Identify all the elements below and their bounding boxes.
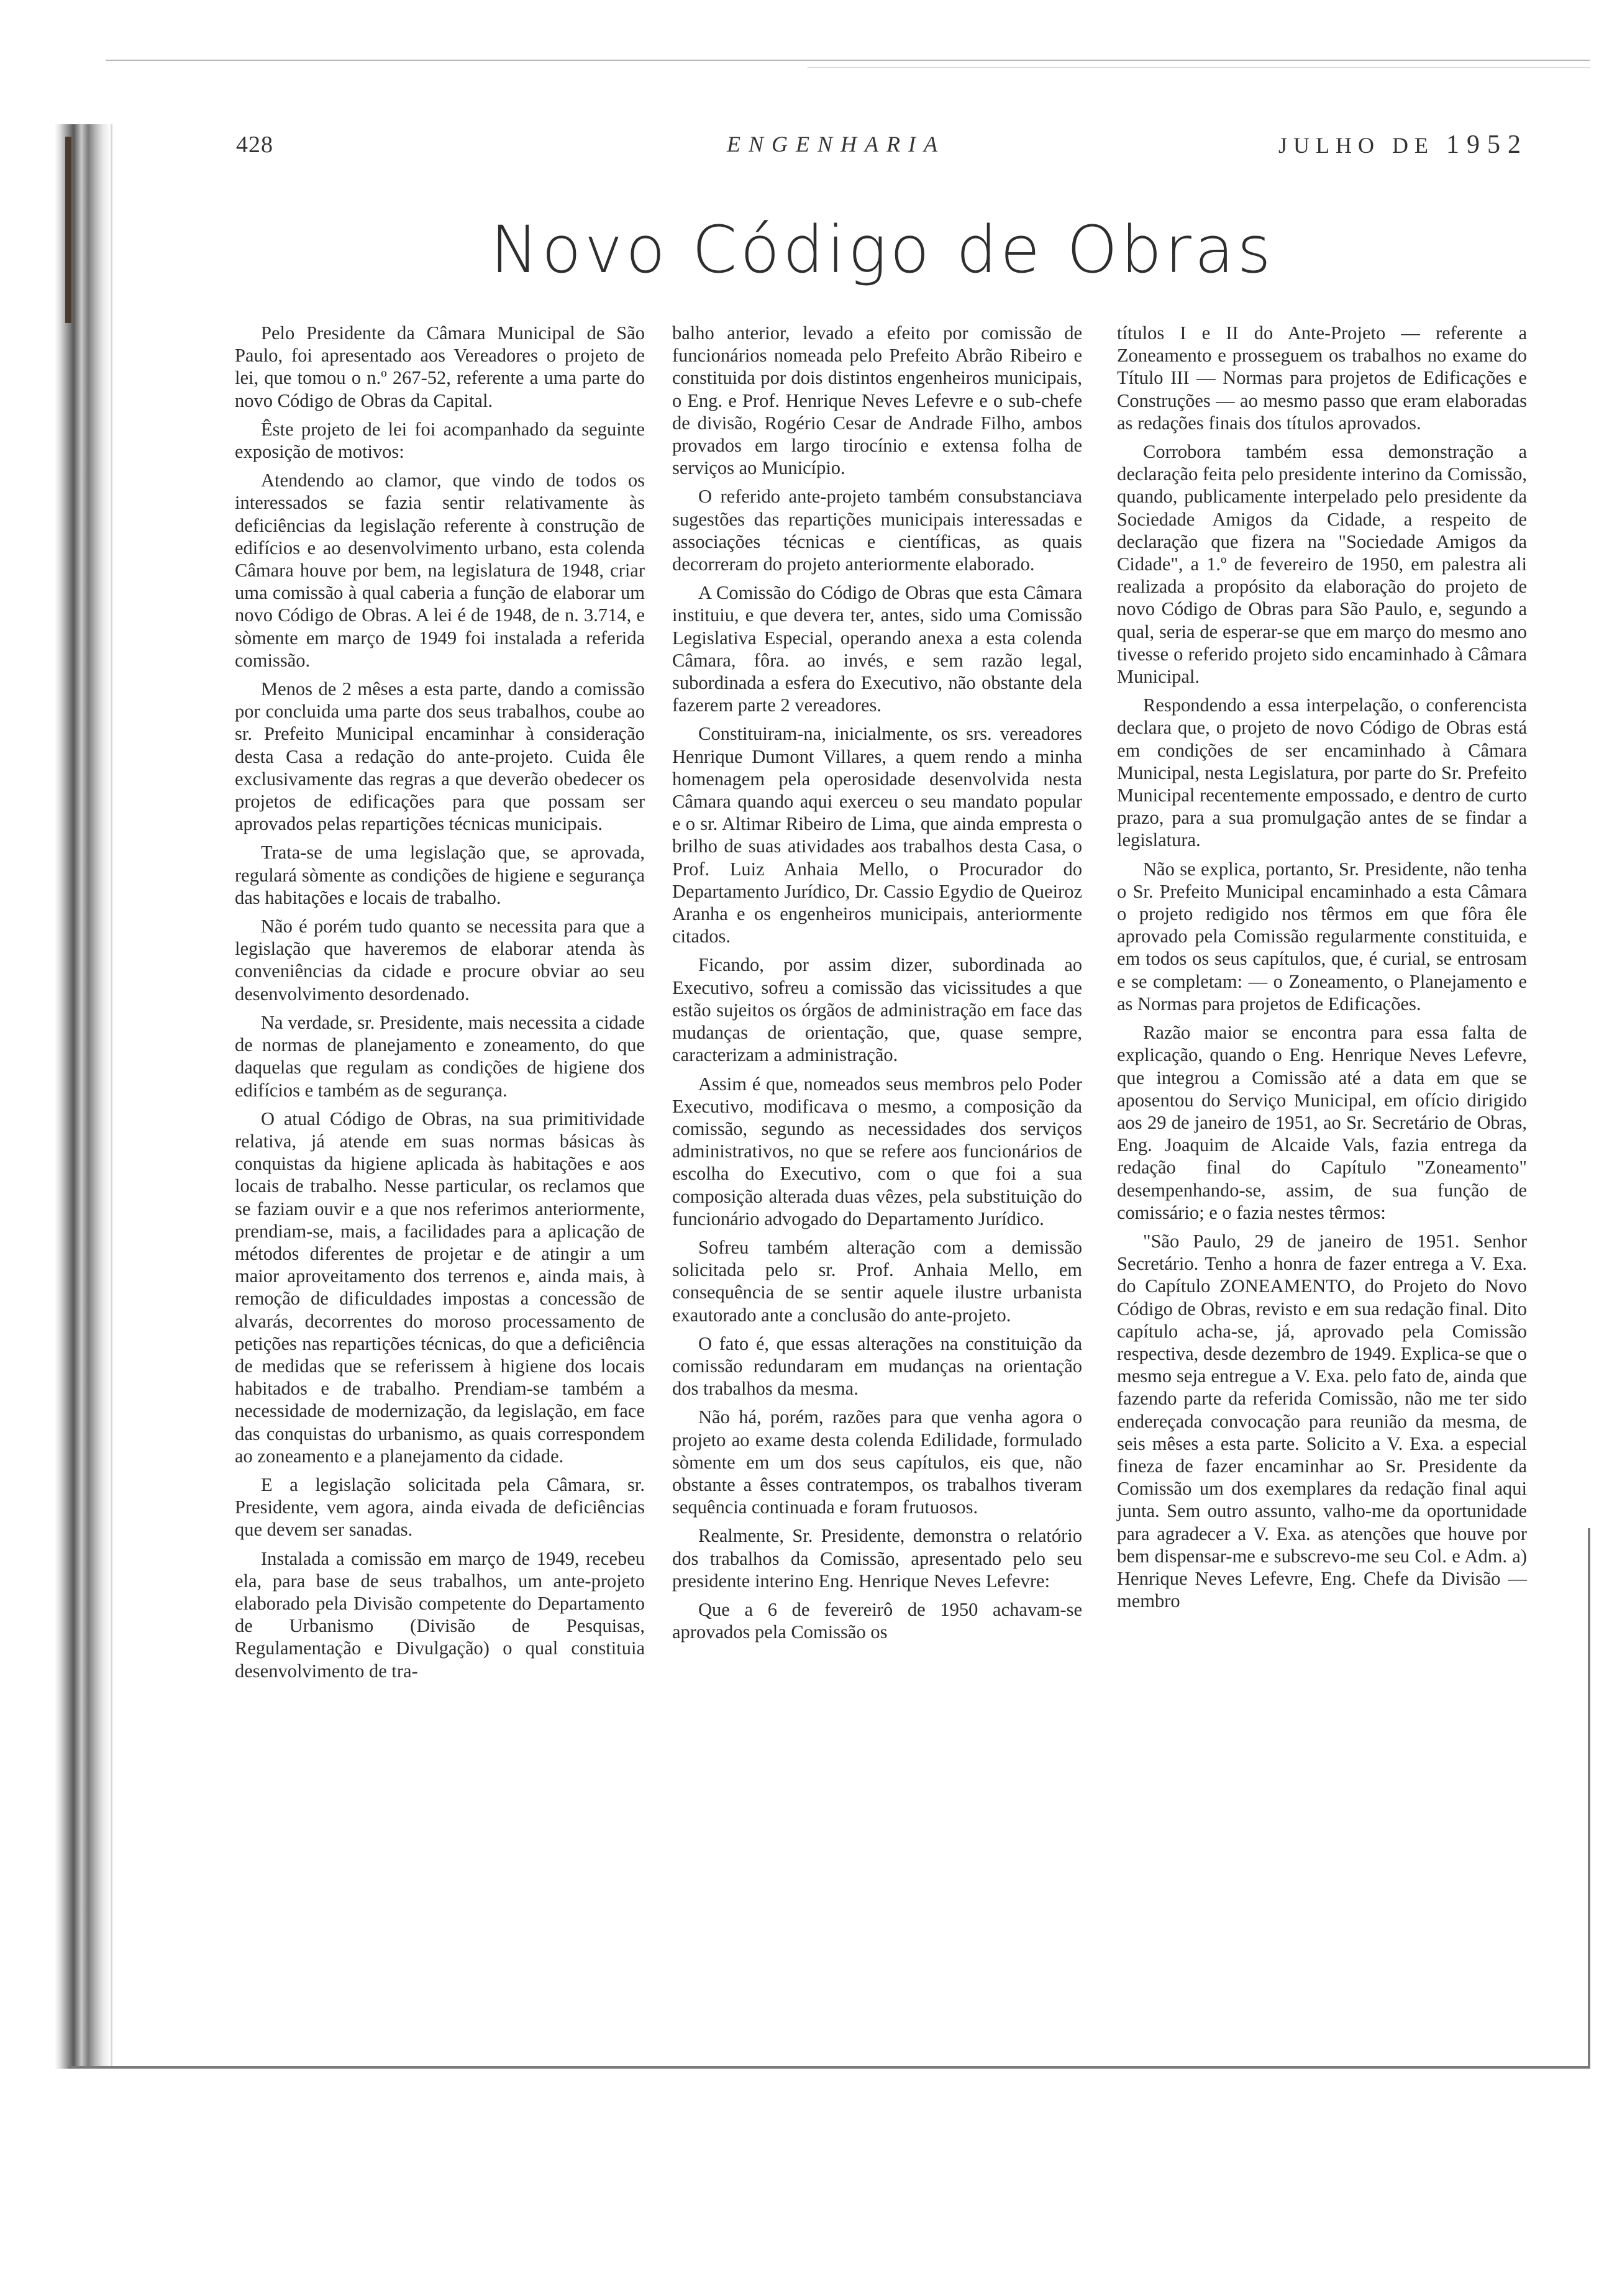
paragraph: Menos de 2 mêses a esta parte, dando a comissão por concluida uma parte dos seus trabalhos, coube ao sr. Prefeito Municipal encaminhar à consideração desta Casa a redação do ante-projeto. Cuida êle exclusivamente das regras a que deverão obedecer os projetos de edificações para que possam ser aprovados pelas repartições técnicas municipais.	[235, 678, 645, 835]
binding-thread	[65, 137, 71, 323]
paragraph: Assim é que, nomeados seus membros pelo Poder Executivo, modificava o mesmo, a composição da comissão, segundo as necessidades dos serviços administrativos, no que se refere aos funcionários de escolha do Executivo, com o que foi a sua composição alterada duas vêzes, pela substituição do funcionário advogado do Departamento Jurídico.	[672, 1073, 1082, 1229]
scan-top-edge	[106, 60, 1590, 61]
text-column-3	[1117, 322, 1527, 1618]
paragraph: Instalada a comissão em março de 1949, recebeu ela, para base de seus trabalhos, um ante-projeto elaborado pela Divisão competente do Departamento de Urbanismo (Divisão de Pesquisas, Regulamentação e Divulgação) o qual constituia desenvolvimento de tra-	[235, 1547, 645, 1682]
paragraph: balho anterior, levado a efeito por comissão de funcionários nomeada pelo Prefeito Abrão Ribeiro e constituida por dois distintos engenheiros municipais, o Eng. e Prof. Henrique Neves Lefevre e o sub-chefe de divisão, Rogério Cesar de Andrade Filho, ambos provados em largo tirocínio e extensa folha de serviços ao Município.	[672, 322, 1082, 479]
paragraph: A Comissão do Código de Obras que esta Câmara instituiu, e que devera ter, antes, sido uma Comissão Legislativa Especial, operando anexa a esta colenda Câmara, fôra. ao invés, e sem razão legal, subordinada a esfera do Executivo, não obstante dela fazerem parte 2 vereadores.	[672, 582, 1082, 716]
paragraph: Atendendo ao clamor, que vindo de todos os interessados se fazia sentir relativamente às deficiências da legislação referente à construção de edifícios e ao desenvolvimento urbano, esta colenda Câmara houve por bem, na legislatura de 1948, criar uma comissão à qual caberia a função de elaborar um novo Código de Obras. A lei é de 1948, de n. 3.714, e sòmente em março de 1949 foi instalada a referida comissão.	[235, 470, 645, 671]
text-column-2	[672, 322, 1082, 1649]
running-header	[236, 127, 1528, 165]
paragraph: O atual Código de Obras, na sua primitividade relativa, já atende em suas normas básicas às conquistas da higiene aplicada às habitações e aos locais de trabalho. Nesse particular, os reclamos que se faziam ouvir e a que nos referimos anteriormente, prendiam-se, mais, a facilidades para a aplicação de métodos diferentes de projetar e de atingir a um maior aproveitamento dos terrenos e, ainda mais, à remoção de dificuldades impostas a concessão de alvarás, decorrentes do moroso processamento de petições nas repartições técnicas, do que a deficiência de medidas que se referissem à higiene dos locais habitados e de trabalho. Prendiam-se também a necessidade de modernização, da legislação, em face das conquistas do urbanismo, as quais correspondem ao zoneamento e a planejamento da cidade.	[235, 1108, 645, 1467]
paragraph: Realmente, Sr. Presidente, demonstra o relatório dos trabalhos da Comissão, apresentado pelo seu presidente interino Eng. Henrique Neves Lefevre:	[672, 1525, 1082, 1592]
paragraph: Respondendo a essa interpelação, o conferencista declara que, o projeto de novo Código de Obras está em condições de ser encaminhado à Câmara Municipal, nesta Legislatura, por parte do Sr. Prefeito Municipal recentemente empossado, e dentro de curto prazo, para a sua promulgação antes de se findar a legislatura.	[1117, 695, 1527, 851]
paragraph: Não é porém tudo quanto se necessita para que a legislação que haveremos de elaborar atenda às conveniências da cidade e procure obviar ao seu desenvolvimento desordenado.	[235, 916, 645, 1004]
page-left-edge	[111, 124, 112, 2069]
page-number: 428	[236, 132, 273, 158]
issue-month: JULHO DE	[1278, 133, 1434, 158]
text-column-1	[235, 322, 645, 1688]
paragraph: títulos I e II do Ante-Projeto — referente a Zoneamento e prosseguem os trabalhos no exame do Título III — Normas para projetos de Edificações e Construções — ao mesmo passo que eram elaboradas as redações finais dos títulos aprovados.	[1117, 322, 1527, 434]
paragraph: Razão maior se encontra para essa falta de explicação, quando o Eng. Henrique Neves Lefevre, que integrou a Comissão até a data em que se aposentou do Serviço Municipal, em ofício dirigido aos 29 de janeiro de 1951, ao Sr. Secretário de Obras, Eng. Joaquim de Alcaide Vals, fazia entrega da redação final do Capítulo "Zoneamento" desempenhando-se, assim, de sua função de comissário; e o fazia nestes têrmos:	[1117, 1022, 1527, 1223]
paragraph: Corrobora também essa demonstração a declaração feita pelo presidente interino da Comissão, quando, publicamente interpelado pelo presidente da Sociedade Amigos da Cidade, a respeito de declaração que fizera na "Sociedade Amigos da Cidade", a 1.º de fevereiro de 1950, em palestra ali realizada a propósito da elaboração do projeto de novo Código de Obras para São Paulo, e, segundo a qual, seria de esperar-se que em março do mesmo ano tivesse o referido projeto sido encaminhado à Câmara Municipal.	[1117, 441, 1527, 688]
paragraph: Na verdade, sr. Presidente, mais necessita a cidade de normas de planejamento e zoneamento, do que daquelas que regulam as condições de higiene dos edifícios e também as de segurança.	[235, 1011, 645, 1101]
issue-date	[1278, 130, 1528, 160]
issue-year: 1952	[1446, 130, 1528, 159]
paragraph: Não há, porém, razões para que venha agora o projeto ao exame desta colenda Edilidade, formulado sòmente em um dos seus capítulos, eis que, não obstante a êsses contratempos, os trabalhos tiveram sequência continuada e foram frutuosos.	[672, 1406, 1082, 1518]
paragraph: O referido ante-projeto também consubstanciava sugestões das repartições municipais interessadas e associações técnicas e científicas, as quais decorreram do projeto anteriormente elaborado.	[672, 486, 1082, 575]
paragraph: Trata-se de uma legislação que, se aprovada, regulará sòmente as condições de higiene e segurança das habitações e locais de trabalho.	[235, 842, 645, 908]
paragraph: Sofreu também alteração com a demissão solicitada pelo sr. Prof. Anhaia Mello, em consequência de se sentir aquele ilustre urbanista exautorado ante a conclusão do ante-projeto.	[672, 1236, 1082, 1326]
scan-top-edge-faint	[808, 67, 1590, 68]
paragraph: Constituiram-na, inicialmente, os srs. vereadores Henrique Dumont Villares, a quem rendo a minha homenagem pela operosidade desenvolvida nesta Câmara quando aqui exerceu o seu mandato popular e o sr. Altimar Ribeiro de Lima, que ainda empresta o brilho de suas atividades aos trabalhos desta Casa, o Prof. Luiz Anhaia Mello, o Procurador do Departamento Jurídico, Dr. Cassio Egydio de Queiroz Aranha e os engenheiros municipais, anteriormente citados.	[672, 723, 1082, 947]
paragraph: Ficando, por assim dizer, subordinada ao Executivo, sofreu a comissão das vicissitudes a que estão sujeitos os órgãos de administração em face das mudanças de orientação, que, quase sempre, caracterizam a administração.	[672, 954, 1082, 1066]
paragraph: Não se explica, portanto, Sr. Presidente, não tenha o Sr. Prefeito Municipal encaminhado a esta Câmara o projeto redigido nos têrmos em que fôra êle aprovado pela Comissão regularmente constituida, e em todos os seus capítulos, que, é curial, se entrosam e se completam: — o Zoneamento, o Planejamento e as Normas para projetos de Edificações.	[1117, 858, 1527, 1014]
paragraph: Êste projeto de lei foi acompanhado da seguinte exposição de motivos:	[235, 418, 645, 463]
page-bottom-edge	[68, 2066, 1590, 2069]
article-title: Novo Código de Obras	[490, 212, 1274, 288]
book-binding-shadow	[55, 124, 111, 2069]
paragraph: E a legislação solicitada pela Câmara, sr. Presidente, vem agora, ainda eivada de deficiências que devem ser sanadas.	[235, 1474, 645, 1541]
paragraph: Que a 6 de fevereirô de 1950 achavam-se aprovados pela Comissão os	[672, 1598, 1082, 1643]
paragraph: "São Paulo, 29 de janeiro de 1951. Senhor Secretário. Tenho a honra de fazer entrega a V. Exa. do Capítulo ZONEAMENTO, do Projeto do Novo Código de Obras, revisto e em sua redação final. Dito capítulo acha-se, já, aprovado pela Comissão respectiva, desde dezembro de 1949. Explica-se que o mesmo seja entregue a V. Exa. pelo fato de, ainda que fazendo parte da referida Comissão, não me ter sido endereçada convocação para reunião da mesma, de seis mêses a esta parte. Solicito a V. Exa. a especial fineza de fazer encaminhar ao Sr. Presidente da Comissão um dos exemplares da redação final aqui junta. Sem outro assunto, valho-me da oportunidade para agradecer a V. Exa. as atenções que houve por bem dispensar-me e subscrevo-me seu Col. e Adm. a) Henrique Neves Lefevre, Eng. Chefe da Divisão — membro	[1117, 1230, 1527, 1612]
paragraph: Pelo Presidente da Câmara Municipal de São Paulo, foi apresentado aos Vereadores o projeto de lei, que tomou o n.º 267-52, referente a uma parte do novo Código de Obras da Capital.	[235, 322, 645, 411]
page-right-edge	[1588, 1528, 1590, 2069]
journal-name: ENGENHARIA	[727, 132, 945, 157]
paragraph: O fato é, que essas alterações na constituição da comissão redundaram em mudanças na orientação dos trabalhos da mesma.	[672, 1332, 1082, 1400]
